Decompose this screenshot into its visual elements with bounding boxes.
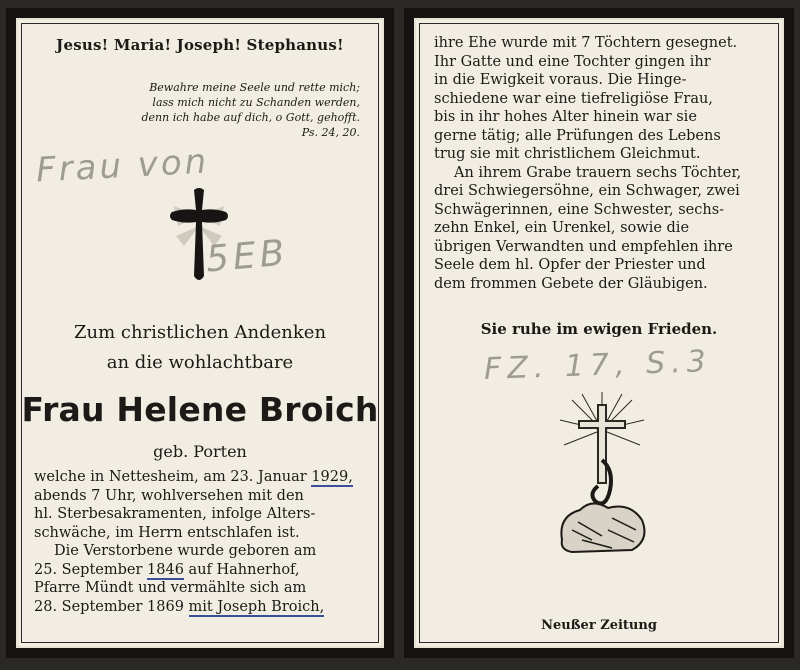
family-text xyxy=(434,34,768,293)
text-line: dem frommen Gebete der Gläubigen. xyxy=(434,275,708,292)
text-line: Pfarre Mündt und vermählte sich am xyxy=(34,580,307,596)
right-card-page xyxy=(404,8,794,658)
psalm-line: denn ich habe auf dich, o Gott, gehofft. xyxy=(141,111,360,124)
left-paper xyxy=(16,18,384,648)
text-line: Schwägerinnen, eine Schwester, sechs- xyxy=(434,201,725,218)
memorial-line: an die wohlachtbare xyxy=(106,352,294,373)
text-line: bis in ihr hohes Alter hinein war sie xyxy=(434,109,697,125)
left-card-page xyxy=(6,8,394,658)
underlined-year: 1846 xyxy=(147,561,184,578)
psalm-reference: Ps. 24, 20. xyxy=(301,126,360,139)
text-line: schwäche, im Herrn entschlafen ist. xyxy=(34,524,300,541)
text-line: ihre Ehe wurde mit 7 Töchtern gesegnet. xyxy=(434,35,738,51)
deceased-name: Frau Helene Broich xyxy=(21,390,379,429)
memorial-heading xyxy=(16,318,384,378)
text-line: 25. September 1846 auf Hahnerhof, xyxy=(34,561,300,578)
psalm-line: Bewahre meine Seele und rette mich; xyxy=(149,81,360,94)
closing-blessing: Sie ruhe im ewigen Frieden. xyxy=(480,320,718,338)
text-line: drei Schwiegersöhne, ein Schwager, zwei xyxy=(434,183,740,199)
text-line: welche in Nettesheim, am 23. Januar 1929, xyxy=(34,469,353,485)
memorial-line: Zum christlichen Andenken xyxy=(73,322,327,343)
biography-text xyxy=(34,468,368,616)
text-line: abends 7 Uhr, wohlversehen mit den xyxy=(34,487,304,504)
text-line: übrigen Verwandten und empfehlen ihre xyxy=(434,238,733,255)
cross-on-rock-icon xyxy=(552,390,652,560)
text-line: Seele dem hl. Opfer der Priester und xyxy=(434,257,706,273)
handwritten-note-frau: Frau von xyxy=(35,141,211,191)
text-line: in die Ewigkeit voraus. Die Hinge- xyxy=(434,72,687,88)
text-line: Die Verstorbene wurde geboren am xyxy=(54,543,317,559)
psalm-quote xyxy=(90,80,360,140)
text-line: gerne tätig; alle Prüfungen des Lebens xyxy=(434,127,721,144)
text-line: An ihrem Grabe trauern sechs Töchter, xyxy=(454,164,742,181)
text-line: 28. September 1869 mit Joseph Broich, xyxy=(34,598,325,615)
handwritten-note-code: 5EB xyxy=(204,232,290,281)
text-line: hl. Sterbesakramenten, infolge Alters- xyxy=(34,506,316,522)
underlined-year: 1929, xyxy=(311,469,353,485)
birth-name: geb. Porten xyxy=(153,442,247,461)
text-line: schiedene war eine tiefreligiöse Frau, xyxy=(434,90,713,107)
invocation-heading: Jesus! Maria! Joseph! Stephanus! xyxy=(56,36,344,54)
right-paper xyxy=(414,18,784,648)
handwritten-reference: FZ. 17, S.3 xyxy=(483,344,713,387)
psalm-line: lass mich nicht zu Schanden werden, xyxy=(152,96,360,109)
underlined-spouse: mit Joseph Broich, xyxy=(188,598,325,615)
text-line: Ihr Gatte und eine Tochter gingen ihr xyxy=(434,53,711,70)
text-line: trug sie mit christlichem Gleichmut. xyxy=(434,146,701,162)
publisher-name: Neußer Zeitung xyxy=(541,618,657,633)
text-line: zehn Enkel, ein Urenkel, sowie die xyxy=(434,220,690,236)
